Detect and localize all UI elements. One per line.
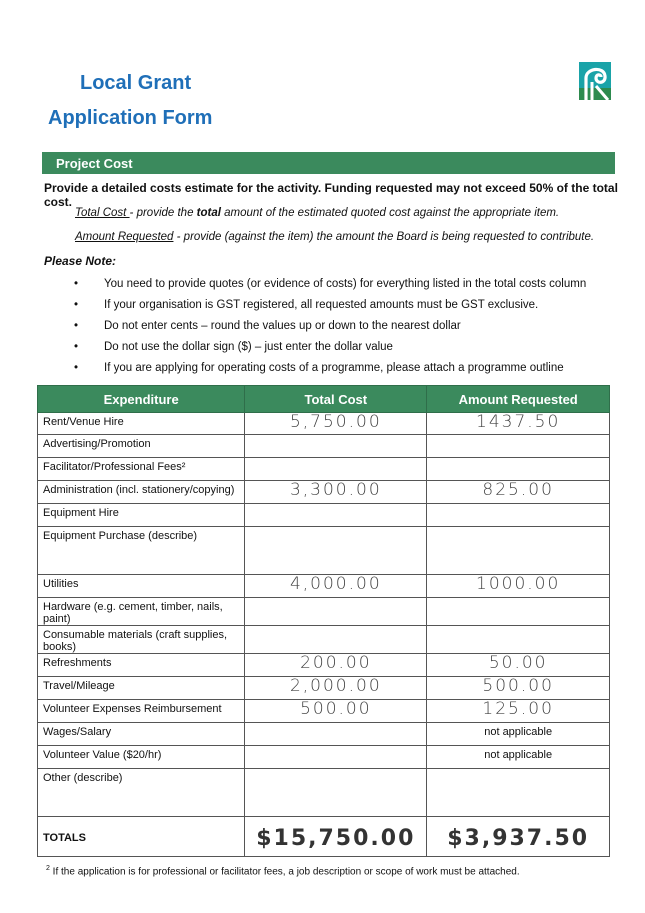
row-requested-input[interactable]: 500.00	[427, 677, 610, 700]
row-total-input[interactable]	[245, 769, 427, 817]
header-expenditure: Expenditure	[38, 386, 245, 413]
row-total-input[interactable]: 5,750.00	[245, 413, 427, 435]
note-text: If your organisation is GST registered, all requested amounts must be GST exclusive.	[104, 299, 539, 311]
row-total-input[interactable]: 4,000.00	[245, 575, 427, 598]
row-total-input[interactable]: 2,000.00	[245, 677, 427, 700]
header-total-cost: Total Cost	[245, 386, 427, 413]
row-item: Advertising/Promotion	[38, 435, 245, 458]
totals-total-cost[interactable]: $15,750.00	[245, 817, 427, 857]
row-total-input[interactable]	[245, 458, 427, 481]
note-text: Do not enter cents – round the values up or down to the nearest dollar	[104, 320, 461, 332]
definition-amount-requested	[75, 231, 594, 243]
row-total-input[interactable]	[245, 527, 427, 575]
table-row	[38, 527, 610, 575]
row-requested-input[interactable]	[427, 527, 610, 575]
footnote-mark: 2	[46, 865, 50, 872]
row-total-input[interactable]	[245, 435, 427, 458]
row-total-input[interactable]	[245, 598, 427, 626]
note-text: Do not use the dollar sign ($) – just enter the dollar value	[104, 341, 393, 353]
row-total-input[interactable]: 500.00	[245, 700, 427, 723]
row-requested-value: not applicable	[427, 746, 610, 769]
row-item: Rent/Venue Hire	[38, 413, 245, 435]
note-text: If you are applying for operating costs of a programme, please attach a programme outline	[104, 362, 564, 374]
organisation-logo	[578, 60, 612, 102]
table-row	[38, 700, 610, 723]
term-total-cost: Total Cost	[75, 207, 130, 219]
footnote-text: If the application is for professional or facilitator fees, a job description or scope of work must be attached.	[49, 866, 520, 878]
row-requested-input[interactable]: 50.00	[427, 654, 610, 677]
row-item: Other (describe)	[38, 769, 245, 817]
row-item: Travel/Mileage	[38, 677, 245, 700]
row-requested-input[interactable]	[427, 435, 610, 458]
table-row	[38, 654, 610, 677]
bullet-icon: •	[74, 278, 79, 290]
table-row	[38, 413, 610, 435]
row-item: Consumable materials (craft supplies, books)	[38, 626, 245, 654]
row-requested-input[interactable]	[427, 504, 610, 527]
title-line-2: Application Form	[48, 107, 213, 129]
totals-amount-requested[interactable]: $3,937.50	[427, 817, 610, 857]
row-item: Equipment Purchase (describe)	[38, 527, 245, 575]
footnote	[46, 865, 520, 877]
row-item: Equipment Hire	[38, 504, 245, 527]
row-item: Wages/Salary	[38, 723, 245, 746]
row-item: Refreshments	[38, 654, 245, 677]
row-total-input[interactable]: 3,300.00	[245, 481, 427, 504]
definition-total-cost	[75, 207, 559, 219]
table-row	[38, 677, 610, 700]
row-total-input[interactable]	[245, 746, 427, 769]
row-requested-input[interactable]	[427, 769, 610, 817]
section-header-project-cost: Project Cost	[42, 152, 615, 174]
table-row	[38, 769, 610, 817]
term-amount-requested: Amount Requested	[75, 231, 174, 243]
row-requested-input[interactable]	[427, 626, 610, 654]
row-requested-input[interactable]: 1437.50	[427, 413, 610, 435]
table-header-row	[38, 386, 610, 413]
totals-label: TOTALS	[38, 817, 245, 857]
table-row	[38, 458, 610, 481]
table-row	[38, 575, 610, 598]
row-item: Administration (incl. stationery/copying)	[38, 481, 245, 504]
bullet-icon: •	[74, 320, 79, 332]
row-item: Volunteer Expenses Reimbursement	[38, 700, 245, 723]
row-total-input[interactable]	[245, 723, 427, 746]
bullet-icon: •	[74, 341, 79, 353]
table-row	[38, 504, 610, 527]
table-row	[38, 435, 610, 458]
row-requested-input[interactable]	[427, 598, 610, 626]
row-total-input[interactable]: 200.00	[245, 654, 427, 677]
row-item: Utilities	[38, 575, 245, 598]
row-requested-input[interactable]: 1000.00	[427, 575, 610, 598]
table-row	[38, 598, 610, 626]
row-requested-input[interactable]: 125.00	[427, 700, 610, 723]
row-requested-input[interactable]	[427, 458, 610, 481]
row-total-input[interactable]	[245, 504, 427, 527]
note-text: You need to provide quotes (or evidence of costs) for everything listed in the total costs column	[104, 278, 587, 290]
def-total-rest: amount of the estimated quoted cost against the appropriate item.	[220, 207, 560, 219]
bullet-icon: •	[74, 299, 79, 311]
totals-row	[38, 817, 610, 857]
row-total-input[interactable]	[245, 626, 427, 654]
title-line-1: Local Grant	[80, 72, 192, 94]
table-row	[38, 723, 610, 746]
bullet-icon: •	[74, 362, 79, 374]
def-total-dash: - provide the	[129, 207, 197, 219]
row-item: Hardware (e.g. cement, timber, nails, paint)	[38, 598, 245, 626]
row-requested-value: not applicable	[427, 723, 610, 746]
table-row	[38, 481, 610, 504]
table-row	[38, 626, 610, 654]
def-amount-rest: - provide (against the item) the amount the Board is being requested to contribute.	[173, 231, 595, 243]
cost-table	[37, 385, 610, 857]
row-requested-input[interactable]: 825.00	[427, 481, 610, 504]
def-total-bold: total	[196, 207, 221, 219]
intro-instruction: Provide a detailed costs estimate for the activity. Funding requested may not exceed 50% of the total cost.	[44, 181, 618, 209]
row-item: Volunteer Value ($20/hr)	[38, 746, 245, 769]
table-row	[38, 746, 610, 769]
please-note-heading: Please Note:	[44, 254, 117, 268]
row-item: Facilitator/Professional Fees²	[38, 458, 245, 481]
header-amount-requested: Amount Requested	[427, 386, 610, 413]
